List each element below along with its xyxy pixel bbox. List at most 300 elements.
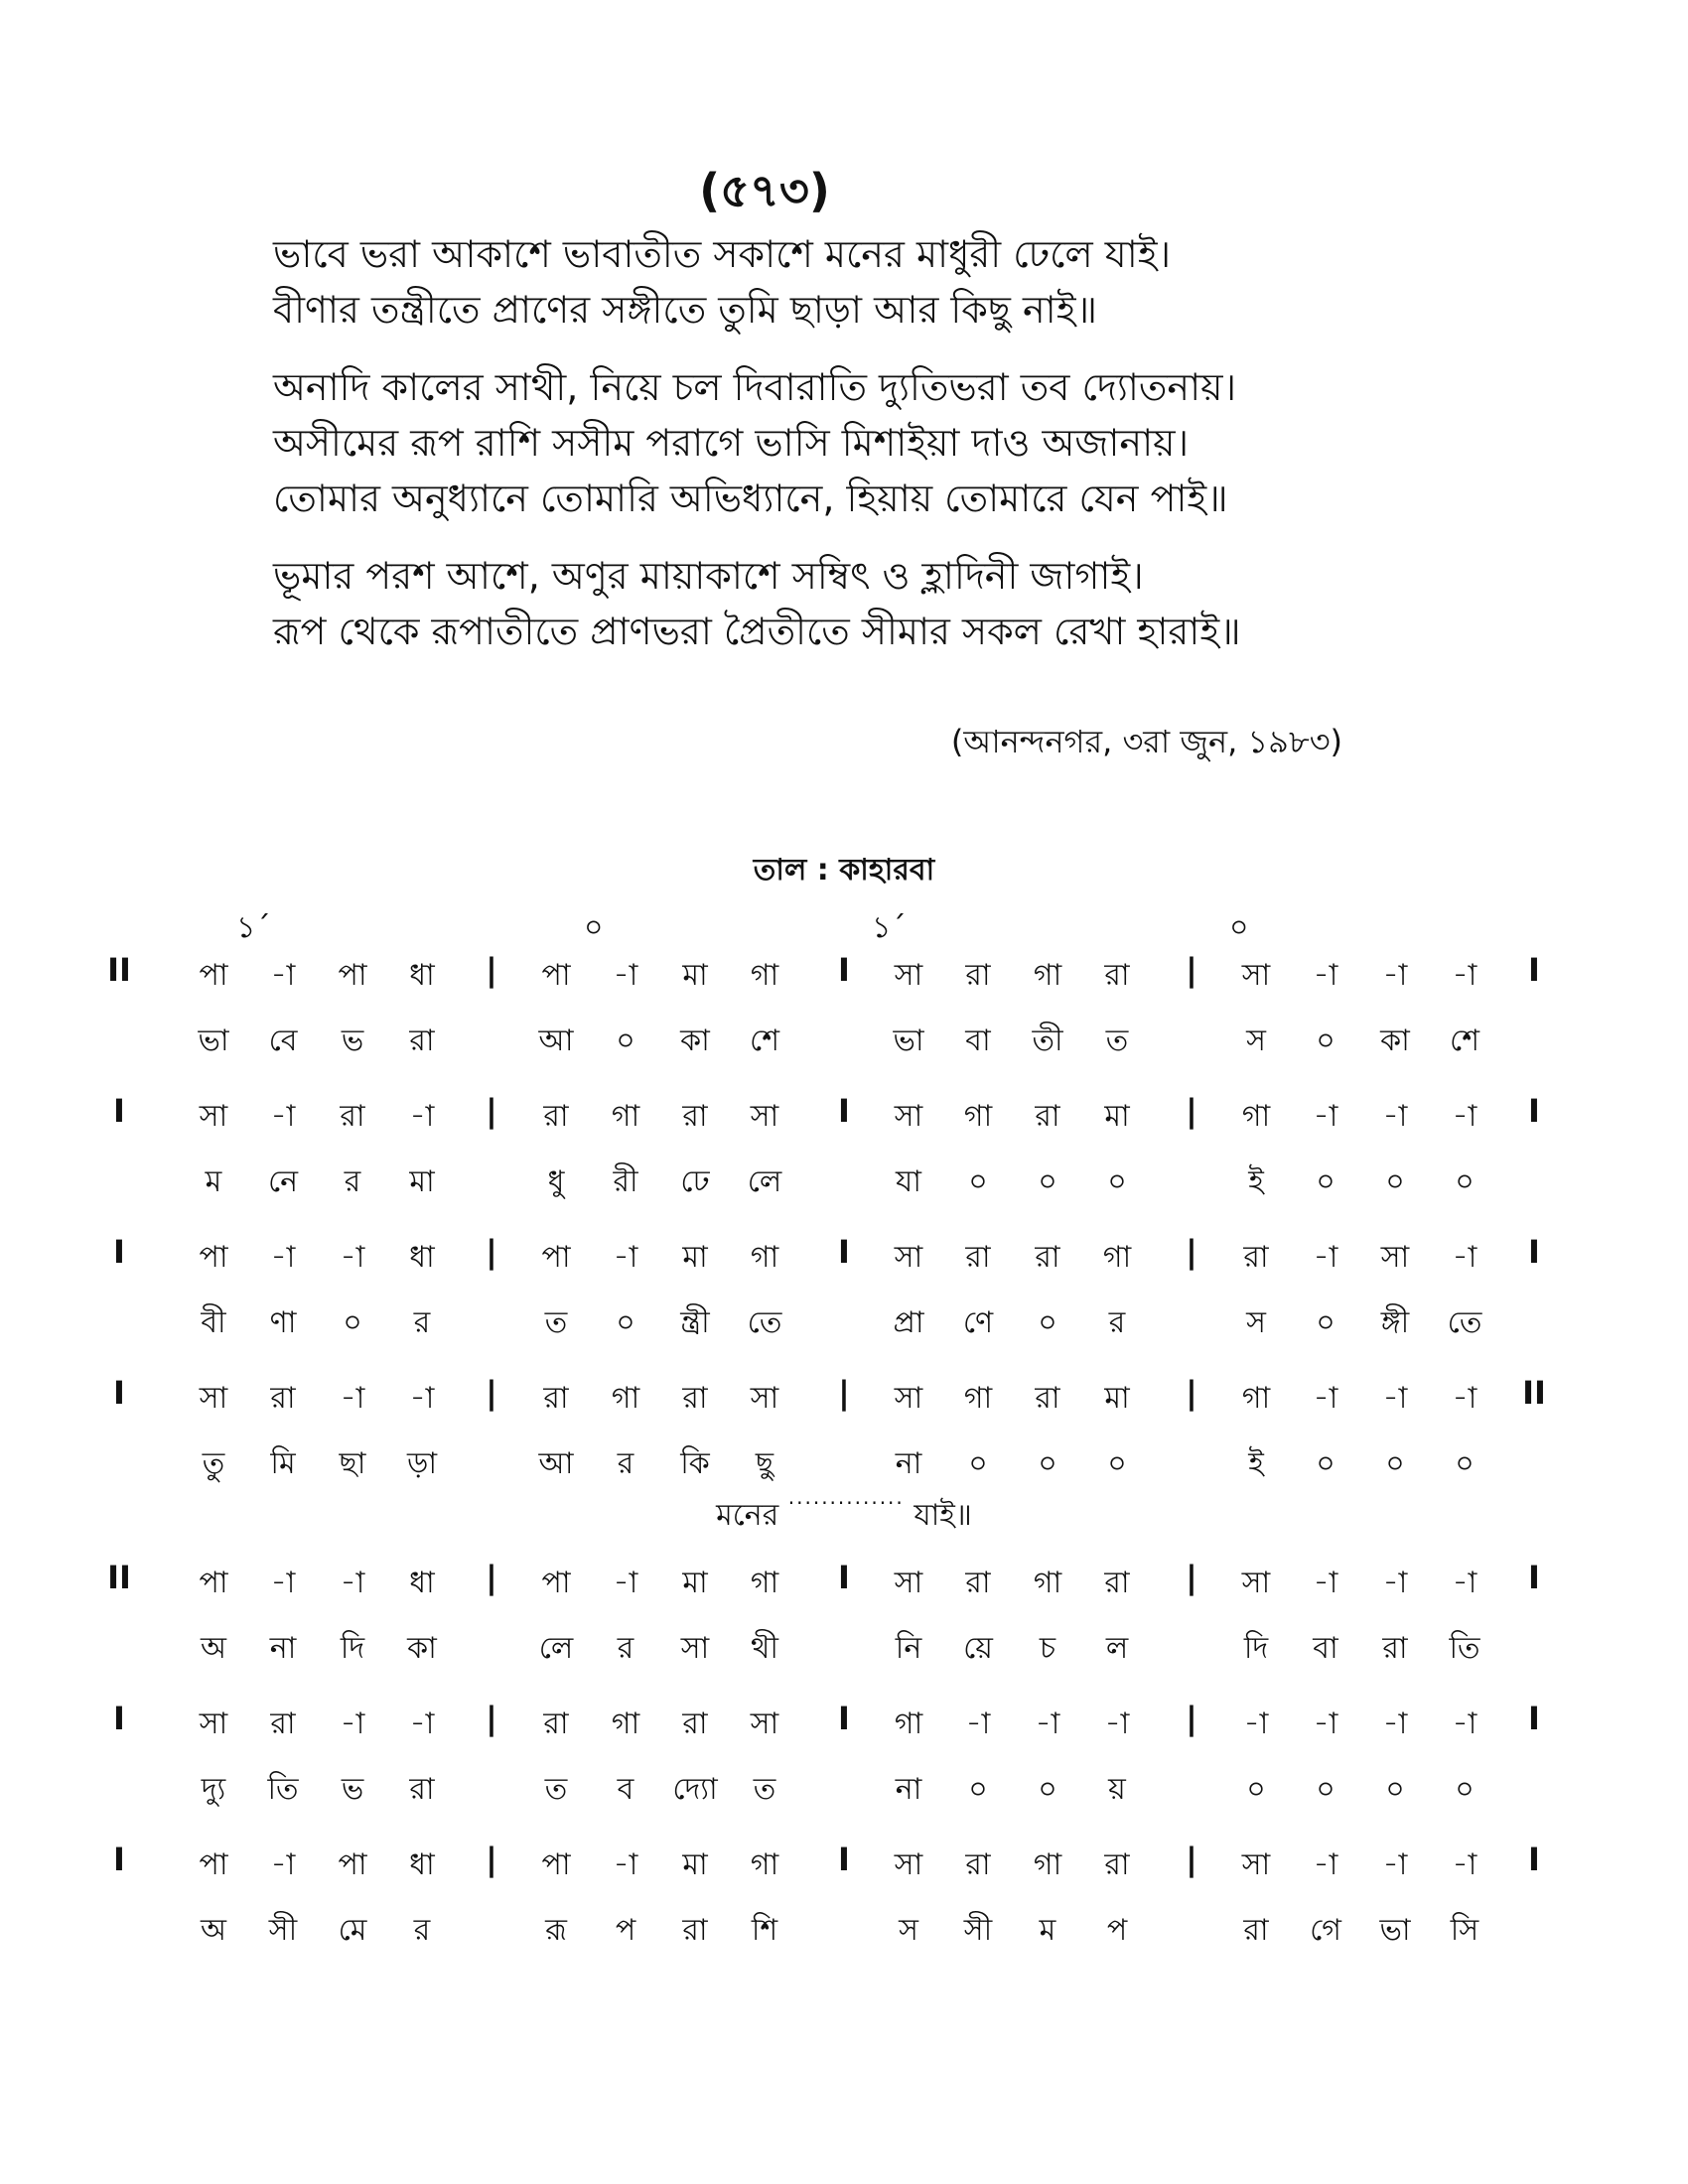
note-cell: রা xyxy=(1035,1381,1060,1416)
note-cell: রা xyxy=(965,958,991,993)
syllable-cell: সী xyxy=(268,1913,298,1948)
note-cell: -া xyxy=(1313,958,1338,993)
bar-line: | xyxy=(1186,951,1197,989)
note-cell: -া xyxy=(409,1706,435,1741)
note-cell: রা xyxy=(1104,1566,1130,1600)
note-cell: সা xyxy=(750,1099,779,1134)
note-cell: -া xyxy=(1382,1706,1408,1741)
bar-line: | xyxy=(486,1092,497,1130)
notation-block xyxy=(107,951,1549,1090)
note-cell: রা xyxy=(543,1099,569,1134)
bar-line: I xyxy=(1528,1700,1540,1737)
syllable-cell: নি xyxy=(895,1631,922,1666)
note-cell: -া xyxy=(1452,1706,1477,1741)
note-cell: রা xyxy=(682,1381,708,1416)
syllable-cell: ভ xyxy=(341,1772,364,1807)
syllable-cell: ত xyxy=(544,1305,568,1340)
syllable-cell: না xyxy=(895,1772,922,1807)
note-cell: -া xyxy=(340,1706,365,1741)
stanza-3 xyxy=(273,548,1465,659)
syllable-cell: ত xyxy=(753,1772,776,1807)
syllable-cell: ত xyxy=(1105,1024,1129,1058)
bar-line: I xyxy=(838,1092,850,1130)
bar-line: | xyxy=(486,1700,497,1737)
note-cell: -া xyxy=(1452,1240,1477,1275)
syllable-cell: ণা xyxy=(269,1305,297,1340)
note-cell: সা xyxy=(1380,1240,1410,1275)
syllable-cell: তি xyxy=(267,1772,299,1807)
notation-top xyxy=(107,951,1549,1515)
bar-line: | xyxy=(486,1841,497,1878)
syllables-row xyxy=(139,1906,1549,1979)
syllable-cell: প xyxy=(615,1913,636,1948)
syllable-cell: ০ xyxy=(616,1305,635,1340)
syllable-cell: ভা xyxy=(893,1024,924,1058)
syllable-cell: ০ xyxy=(1246,1772,1266,1807)
syllable-cell: ণে xyxy=(962,1305,994,1340)
note-cell: সা xyxy=(894,1240,923,1275)
note-cell: সা xyxy=(750,1706,779,1741)
note-cell: -া xyxy=(1243,1706,1269,1741)
notation-block xyxy=(113,1092,1549,1231)
bar-line: II xyxy=(107,951,131,989)
lyric-line: অনাদি কালের সাথী, নিয়ে চল দিবারাতি দ্যুতিভরা তব দ্যোতনায়। xyxy=(273,365,1237,409)
syllable-cell: ০ xyxy=(1316,1024,1336,1058)
note-cell: গা xyxy=(963,1099,993,1134)
syllable-cell: মে xyxy=(338,1913,367,1948)
syllable-cell: ধু xyxy=(547,1164,565,1199)
note-cell: রা xyxy=(543,1706,569,1741)
syllable-cell: দি xyxy=(1243,1631,1269,1666)
syllable-cell: রা xyxy=(1243,1913,1269,1948)
note-cell: মা xyxy=(682,1240,708,1275)
bar-line: | xyxy=(1186,1841,1197,1878)
syllable-cell: রা xyxy=(409,1772,435,1807)
syllable-cell: তু xyxy=(202,1446,225,1481)
note-cell: মা xyxy=(682,1566,708,1600)
syllable-cell: শে xyxy=(1450,1024,1479,1058)
syllable-cell: দ্যু xyxy=(201,1772,226,1807)
note-cell: গা xyxy=(611,1381,640,1416)
note-cell: গা xyxy=(1241,1099,1271,1134)
beat-marker: ১´ xyxy=(872,910,907,945)
syllable-cell: ল xyxy=(1105,1631,1129,1666)
syllable-cell: ০ xyxy=(1316,1446,1336,1481)
note-cell: -া xyxy=(1313,1706,1338,1741)
syllable-cell: নে xyxy=(267,1164,299,1199)
syllable-cell: ০ xyxy=(1385,1446,1405,1481)
note-cell: -া xyxy=(1313,1099,1338,1134)
syllable-cell: ০ xyxy=(1455,1164,1475,1199)
date-place-signature: (আনন্দনগর, ৩রা জুন, ১৯৮৩) xyxy=(950,723,1342,760)
refrain-dots: ·············· xyxy=(787,1491,905,1515)
note-cell: -া xyxy=(1452,1381,1477,1416)
note-cell: গা xyxy=(750,958,779,993)
bar-line: I xyxy=(838,951,850,989)
beat-marker: ০ xyxy=(1229,910,1249,945)
note-cell: ধা xyxy=(409,1847,435,1882)
note-cell: সা xyxy=(894,1381,923,1416)
bar-line: I xyxy=(838,1559,850,1596)
note-cell: -া xyxy=(613,1847,638,1882)
note-cell: -া xyxy=(270,1099,296,1134)
note-cell: রা xyxy=(965,1566,991,1600)
syllable-cell: র xyxy=(617,1631,634,1666)
note-cell: পা xyxy=(199,1566,228,1600)
note-cell: রা xyxy=(1104,1847,1130,1882)
note-cell: সা xyxy=(894,1099,923,1134)
note-cell: পা xyxy=(541,958,571,993)
note-cell: গা xyxy=(894,1706,923,1741)
syllable-cell: ০ xyxy=(1316,1164,1336,1199)
syllables-row xyxy=(139,1158,1549,1231)
syllable-cell: ভা xyxy=(198,1024,229,1058)
syllable-cell: ভা xyxy=(1379,1913,1411,1948)
syllable-cell: ০ xyxy=(1385,1772,1405,1807)
notation-block xyxy=(113,1700,1549,1839)
syllable-cell: লে xyxy=(538,1631,574,1666)
syllable-cell: ০ xyxy=(1455,1446,1475,1481)
syllable-cell: তে xyxy=(747,1305,782,1340)
note-cell: পা xyxy=(199,1847,228,1882)
syllable-cell: বী xyxy=(201,1305,226,1340)
note-cell: মা xyxy=(1104,1099,1130,1134)
syllable-cell: ঢে xyxy=(680,1164,710,1199)
refrain-end: যাই॥ xyxy=(914,1498,972,1533)
note-cell: ধা xyxy=(409,1240,435,1275)
note-cell: -া xyxy=(270,1240,296,1275)
note-cell: -া xyxy=(340,1381,365,1416)
syllable-cell: গে xyxy=(1310,1913,1341,1948)
syllable-cell: কা xyxy=(680,1024,710,1058)
syllable-cell: বা xyxy=(1313,1631,1338,1666)
note-cell: রা xyxy=(340,1099,365,1134)
syllable-cell: স xyxy=(899,1913,918,1948)
note-cell: সা xyxy=(199,1099,228,1134)
syllable-cell: ০ xyxy=(968,1772,988,1807)
syllable-cell: চ xyxy=(1039,1631,1056,1666)
note-cell: -া xyxy=(613,1566,638,1600)
note-cell: -া xyxy=(270,958,296,993)
note-cell: -া xyxy=(1382,1847,1408,1882)
syllable-cell: ছু xyxy=(755,1446,774,1481)
note-cell: -া xyxy=(1382,958,1408,993)
note-cell: -া xyxy=(270,1847,296,1882)
note-cell: রা xyxy=(270,1706,296,1741)
syllable-cell: আ xyxy=(538,1446,574,1481)
note-cell: সা xyxy=(1241,1847,1271,1882)
bar-line: I xyxy=(1528,1841,1540,1878)
note-cell: সা xyxy=(894,1847,923,1882)
note-cell: পা xyxy=(541,1847,571,1882)
syllable-cell: কি xyxy=(680,1446,710,1481)
bar-line: I xyxy=(1528,1233,1540,1271)
refrain-line xyxy=(0,1491,1688,1542)
syllable-cell: য় xyxy=(1108,1772,1126,1807)
lyric-line: তোমার অনুধ্যানে তোমারি অভিধ্যানে, হিয়ায় তোমারে যেন পাই॥ xyxy=(273,477,1228,520)
syllable-cell: না xyxy=(269,1631,297,1666)
syllable-cell: ০ xyxy=(616,1024,635,1058)
bar-line: | xyxy=(1186,1374,1197,1412)
syllable-cell: ০ xyxy=(1107,1164,1127,1199)
syllable-cell: ০ xyxy=(968,1164,988,1199)
bar-line: | xyxy=(1186,1233,1197,1271)
beat-marker: ১´ xyxy=(236,910,271,945)
bar-line: | xyxy=(486,1559,497,1596)
lyric-line: বীণার তন্ত্রীতে প্রাণের সঙ্গীতে তুমি ছাড়া আর কিছু নাই॥ xyxy=(273,288,1097,332)
note-cell: রা xyxy=(1104,958,1130,993)
note-cell: -া xyxy=(1452,958,1477,993)
syllables-row xyxy=(139,1298,1549,1372)
bar-line: | xyxy=(486,1233,497,1271)
note-cell: -া xyxy=(613,1240,638,1275)
syllable-cell: থী xyxy=(750,1631,778,1666)
notation-block xyxy=(107,1559,1549,1698)
syllable-cell: প xyxy=(1106,1913,1128,1948)
notation-block xyxy=(113,1233,1549,1372)
bar-line: I xyxy=(113,1092,125,1130)
note-cell: -া xyxy=(1313,1240,1338,1275)
syllable-cell: স xyxy=(1246,1305,1266,1340)
syllable-cell: র xyxy=(617,1446,634,1481)
note-cell: রা xyxy=(682,1706,708,1741)
refrain-start: মনের xyxy=(716,1498,779,1533)
syllable-cell: কা xyxy=(1380,1024,1410,1058)
syllable-cell: লে xyxy=(747,1164,782,1199)
syllable-cell: বা xyxy=(965,1024,991,1058)
note-cell: গা xyxy=(1033,1566,1062,1600)
note-cell: পা xyxy=(541,1240,571,1275)
bar-line: I xyxy=(1528,951,1540,989)
syllable-cell: ০ xyxy=(1316,1305,1336,1340)
bar-line: | xyxy=(486,1374,497,1412)
syllable-cell: সী xyxy=(963,1913,993,1948)
bar-line: II xyxy=(1522,1374,1546,1412)
note-cell: রা xyxy=(270,1381,296,1416)
note-cell: গা xyxy=(750,1566,779,1600)
note-cell: রা xyxy=(965,1847,991,1882)
syllable-cell: ই xyxy=(1248,1446,1264,1481)
note-cell: -া xyxy=(1452,1566,1477,1600)
note-cell: রা xyxy=(1243,1240,1269,1275)
note-cell: রা xyxy=(965,1240,991,1275)
bar-line: | xyxy=(1186,1092,1197,1130)
notes-row xyxy=(113,1700,1549,1765)
note-cell: গা xyxy=(750,1240,779,1275)
notes-row xyxy=(107,951,1549,1017)
syllable-cell: অ xyxy=(201,1913,226,1948)
note-cell: -া xyxy=(340,1566,365,1600)
note-cell: মা xyxy=(1104,1381,1130,1416)
syllables-row xyxy=(139,1017,1549,1090)
note-cell: -া xyxy=(409,1099,435,1134)
note-cell: -া xyxy=(1382,1099,1408,1134)
note-cell: মা xyxy=(682,1847,708,1882)
notes-row xyxy=(113,1092,1549,1158)
note-cell: পা xyxy=(338,958,367,993)
lyric-line: ভাবে ভরা আকাশে ভাবাতীত সকাশে মনের মাধুরী ঢেলে যাই। xyxy=(273,232,1172,276)
note-cell: গা xyxy=(750,1847,779,1882)
syllable-cell: র xyxy=(344,1164,361,1199)
syllable-cell: ভ xyxy=(341,1024,364,1058)
note-cell: -া xyxy=(1035,1706,1060,1741)
page-number: (৫৭৩) xyxy=(699,164,830,217)
bar-line: I xyxy=(1528,1559,1540,1596)
note-cell: গা xyxy=(963,1381,993,1416)
notes-row xyxy=(113,1233,1549,1298)
note-cell: সা xyxy=(199,1381,228,1416)
bar-line: | xyxy=(1186,1559,1197,1596)
note-cell: -া xyxy=(270,1566,296,1600)
note-cell: -া xyxy=(1313,1566,1338,1600)
syllable-cell: র xyxy=(413,1913,431,1948)
bar-line: I xyxy=(113,1374,125,1412)
syllable-cell: স xyxy=(1246,1024,1266,1058)
bar-line: I xyxy=(113,1700,125,1737)
lyrics xyxy=(273,226,1465,681)
note-cell: রা xyxy=(1035,1240,1060,1275)
syllable-cell: তী xyxy=(1032,1024,1063,1058)
bar-line: I xyxy=(1528,1092,1540,1130)
bar-line: II xyxy=(107,1559,131,1596)
beat-markers xyxy=(0,903,1688,943)
note-cell: -া xyxy=(340,1240,365,1275)
syllable-cell: ০ xyxy=(1455,1772,1475,1807)
bar-line: I xyxy=(113,1841,125,1878)
notation-bottom xyxy=(107,1559,1549,1981)
syllable-cell: ০ xyxy=(1038,1305,1057,1340)
note-cell: সা xyxy=(750,1381,779,1416)
syllable-cell: ০ xyxy=(343,1305,362,1340)
note-cell: গা xyxy=(611,1099,640,1134)
syllable-cell: যা xyxy=(896,1164,921,1199)
syllable-cell: র xyxy=(1108,1305,1126,1340)
syllable-cell: না xyxy=(895,1446,922,1481)
syllable-cell: তি xyxy=(1449,1631,1480,1666)
note-cell: ধা xyxy=(409,958,435,993)
bar-line: I xyxy=(838,1700,850,1737)
note-cell: -া xyxy=(965,1706,991,1741)
stanza-1 xyxy=(273,226,1465,338)
note-cell: পা xyxy=(199,958,228,993)
notation-block xyxy=(113,1841,1549,1979)
note-cell: সা xyxy=(894,958,923,993)
bar-line: | xyxy=(486,951,497,989)
note-cell: -া xyxy=(409,1381,435,1416)
notes-row xyxy=(113,1841,1549,1906)
syllable-cell: রী xyxy=(613,1164,638,1199)
syllable-cell: ০ xyxy=(1038,1164,1057,1199)
syllable-cell: সি xyxy=(1450,1913,1479,1948)
note-cell: সা xyxy=(199,1706,228,1741)
syllable-cell: বে xyxy=(268,1024,298,1058)
syllable-cell: কা xyxy=(407,1631,437,1666)
notes-row xyxy=(107,1559,1549,1624)
note-cell: -া xyxy=(613,958,638,993)
syllable-cell: ড়া xyxy=(406,1446,438,1481)
syllable-cell: ০ xyxy=(1038,1772,1057,1807)
beat-marker: ০ xyxy=(584,910,604,945)
stanza-2 xyxy=(273,359,1465,526)
note-cell: গা xyxy=(1241,1381,1271,1416)
syllable-cell: রা xyxy=(1382,1631,1408,1666)
note-cell: সা xyxy=(894,1566,923,1600)
note-cell: -া xyxy=(1382,1566,1408,1600)
syllable-cell: ঙ্গী xyxy=(1380,1305,1410,1340)
note-cell: -া xyxy=(1452,1847,1477,1882)
syllable-cell: ন্ত্রী xyxy=(680,1305,710,1340)
note-cell: সা xyxy=(1241,958,1271,993)
syllables-row xyxy=(139,1624,1549,1698)
syllable-cell: ০ xyxy=(1385,1164,1405,1199)
syllable-cell: রূ xyxy=(545,1913,567,1948)
syllable-cell: দি xyxy=(340,1631,365,1666)
syllable-cell: ০ xyxy=(968,1446,988,1481)
syllable-cell: ম xyxy=(1039,1913,1056,1948)
syllable-cell: ত xyxy=(544,1772,568,1807)
note-cell: গা xyxy=(1102,1240,1132,1275)
syllable-cell: রা xyxy=(682,1913,708,1948)
lyric-line: রূপ থেকে রূপাতীতে প্রাণভরা প্রৈতীতে সীমার সকল রেখা হারাই॥ xyxy=(273,610,1241,653)
syllable-cell: ০ xyxy=(1316,1772,1336,1807)
syllable-cell: ০ xyxy=(1038,1446,1057,1481)
bar-line: | xyxy=(838,1374,850,1412)
bar-line: | xyxy=(1186,1700,1197,1737)
note-cell: ধা xyxy=(409,1566,435,1600)
syllable-cell: শে xyxy=(750,1024,779,1058)
syllable-cell: শি xyxy=(751,1913,778,1948)
lyric-line: অসীমের রূপ রাশি সসীম পরাগে ভাসি মিশাইয়া দাও অজানায়। xyxy=(273,421,1190,465)
syllable-cell: অ xyxy=(201,1631,226,1666)
syllable-cell: রা xyxy=(409,1024,435,1058)
syllable-cell: র xyxy=(413,1305,431,1340)
syllable-cell: দ্যো xyxy=(672,1772,718,1807)
syllable-cell: ছা xyxy=(339,1446,366,1481)
syllable-cell: ই xyxy=(1248,1164,1264,1199)
note-cell: মা xyxy=(682,958,708,993)
note-cell: -া xyxy=(1382,1381,1408,1416)
tala-heading: তাল : কাহারবা xyxy=(753,853,935,887)
note-cell: গা xyxy=(611,1706,640,1741)
notes-row xyxy=(113,1374,1549,1439)
note-cell: রা xyxy=(543,1381,569,1416)
bar-line: I xyxy=(838,1233,850,1271)
syllable-cell: সা xyxy=(680,1631,710,1666)
note-cell: সা xyxy=(1241,1566,1271,1600)
syllable-cell: য়ে xyxy=(963,1631,993,1666)
syllable-cell: ০ xyxy=(1107,1446,1127,1481)
syllables-row xyxy=(139,1765,1549,1839)
syllable-cell: মি xyxy=(270,1446,296,1481)
note-cell: -া xyxy=(1104,1706,1130,1741)
note-cell: গা xyxy=(1033,958,1062,993)
note-cell: পা xyxy=(338,1847,367,1882)
syllable-cell: আ xyxy=(538,1024,574,1058)
note-cell: গা xyxy=(1033,1847,1062,1882)
note-cell: রা xyxy=(1035,1099,1060,1134)
note-cell: -া xyxy=(1452,1099,1477,1134)
lyric-line: ভূমার পরশ আশে, অণুর মায়াকাশে সম্বিৎ ও হ্লাদিনী জাগাই। xyxy=(273,554,1144,598)
note-cell: পা xyxy=(199,1240,228,1275)
bar-line: I xyxy=(113,1233,125,1271)
note-cell: -া xyxy=(1313,1381,1338,1416)
syllable-cell: ব xyxy=(617,1772,634,1807)
note-cell: রা xyxy=(682,1099,708,1134)
bar-line: I xyxy=(838,1841,850,1878)
syllable-cell: তে xyxy=(1447,1305,1482,1340)
syllable-cell: ম xyxy=(205,1164,222,1199)
syllable-cell: প্রা xyxy=(893,1305,924,1340)
